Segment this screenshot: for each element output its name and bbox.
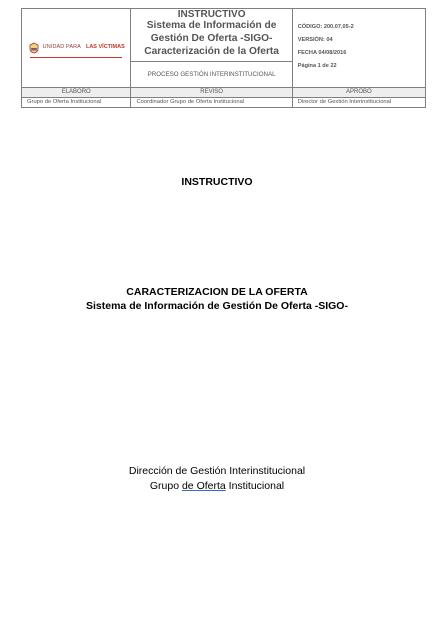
logo-text: UNIDAD PARA [42, 44, 81, 51]
header-title-line-1: Sistema de Información de [146, 20, 277, 32]
document-version: VERSIÓN: 04 [297, 37, 333, 43]
logo-cell [22, 9, 131, 88]
subject-line-2: Sistema de Información de Gestión De Oferta -SIGO- [86, 300, 348, 312]
document-code: CÓDIGO: 200,07,05-2 [297, 24, 354, 30]
unit-logo [22, 37, 130, 57]
logo-text-strong: LAS VÍCTIMAS [85, 44, 125, 51]
name-aprobo: Director de Gestión Interinstitucional [292, 97, 425, 107]
name-reviso: Coordinador Grupo de Oferta Institucional [131, 97, 292, 107]
group-name [0, 480, 434, 492]
group-suffix: Institucional [225, 480, 285, 492]
name-elaboro: Grupo de Oferta Institucional [22, 97, 131, 107]
title-cell [131, 9, 292, 88]
group-underlined-text: de Oferta [181, 480, 226, 492]
logo-underline [30, 57, 122, 58]
document-heading: INSTRUCTIVO [181, 176, 253, 188]
role-reviso: REVISÓ [131, 87, 292, 97]
group-prefix: Grupo [149, 480, 182, 492]
names-row [22, 97, 426, 107]
roles-row [22, 87, 426, 97]
role-aprobo: APROBÓ [292, 87, 425, 97]
header-doc-type: INSTRUCTIVO [177, 9, 246, 21]
header-title-line-2: Gestión De Oferta -SIGO- [150, 33, 273, 45]
department-name: Dirección de Gestión Interinstitucional [128, 465, 306, 477]
document-header-table [21, 8, 426, 108]
header-title-line-3: Caracterización de la Oferta [144, 46, 279, 58]
colombia-coat-of-arms-icon [28, 41, 40, 53]
subject-line-1: CARACTERIZACION DE LA OFERTA [126, 286, 308, 298]
document-meta-cell [292, 9, 425, 88]
document-title-block [131, 9, 291, 61]
role-elaboro: ELABORÓ [22, 87, 131, 97]
page-indicator: Página 1 de 22 [297, 63, 337, 69]
process-name: PROCESO GESTIÓN INTERINSTITUCIONAL [131, 61, 291, 86]
document-date: FECHA 04/08/2016 [297, 50, 347, 56]
